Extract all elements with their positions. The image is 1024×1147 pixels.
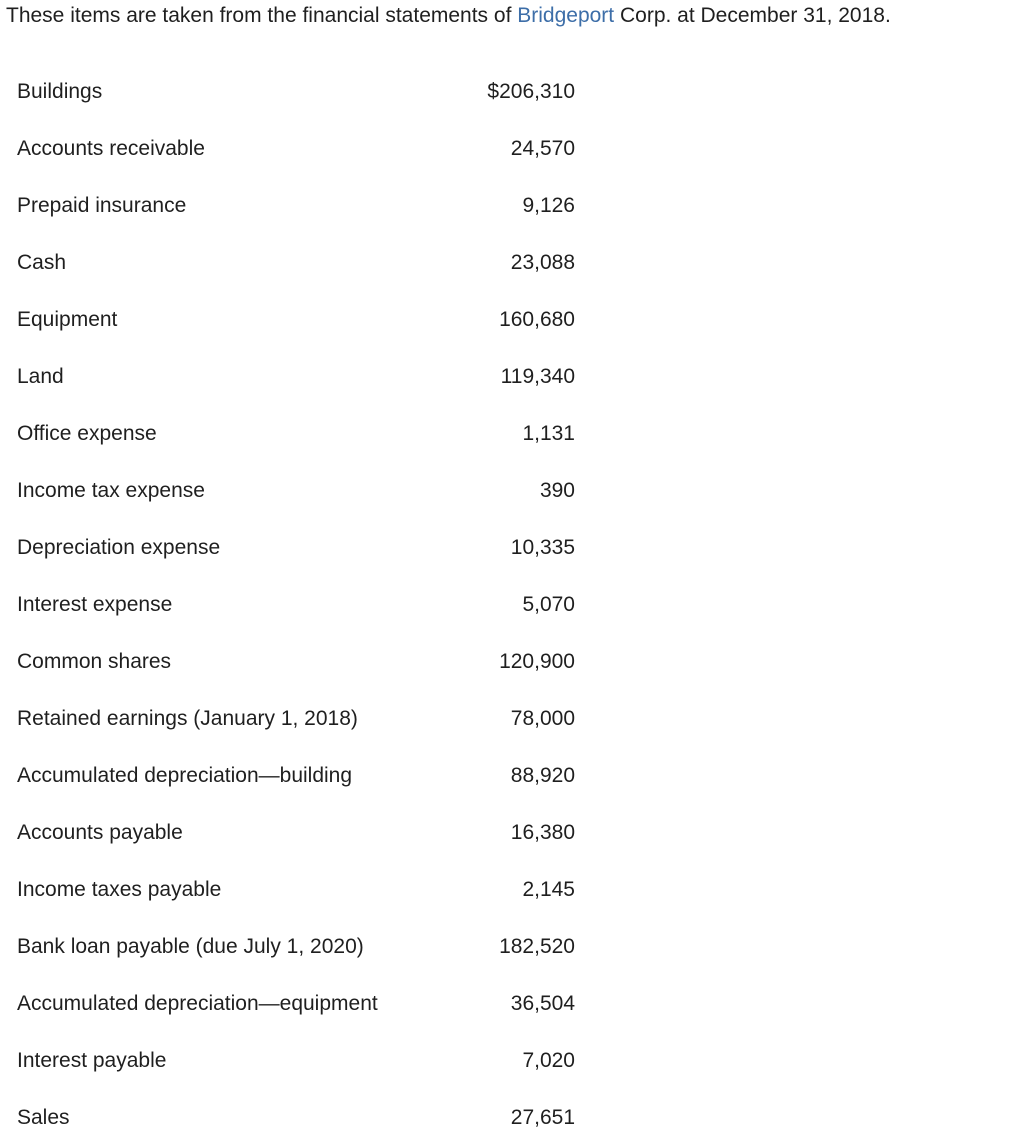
item-amount: 390: [539, 479, 575, 502]
list-item: [17, 463, 597, 520]
item-label: Income tax expense: [17, 479, 205, 502]
list-item: [17, 406, 597, 463]
list-item: [17, 520, 597, 577]
item-label: Sales: [17, 1106, 70, 1129]
list-item: [17, 121, 597, 178]
list-item: [17, 349, 597, 406]
item-amount: 1,131: [522, 422, 575, 445]
item-label: Accumulated depreciation—building: [17, 764, 353, 787]
item-amount: $206,310: [487, 80, 575, 103]
item-label: Buildings: [17, 80, 103, 103]
item-label: Interest payable: [17, 1049, 167, 1072]
list-item: [17, 976, 597, 1033]
list-item: [17, 748, 597, 805]
item-amount: 36,504: [510, 992, 575, 1015]
item-amount: 27,651: [510, 1106, 575, 1129]
list-item: [17, 64, 597, 121]
item-label: Accounts receivable: [17, 137, 205, 160]
item-label: Bank loan payable (due July 1, 2020): [17, 935, 364, 958]
item-amount: 2,145: [522, 878, 575, 901]
intro-text: [6, 2, 1018, 30]
item-label: Accumulated depreciation—equipment: [17, 992, 378, 1015]
item-amount: 88,920: [510, 764, 575, 787]
item-amount: 7,020: [522, 1049, 575, 1072]
item-label: Cash: [17, 251, 67, 274]
item-label: Office expense: [17, 422, 157, 445]
list-item: [17, 1090, 597, 1147]
item-amount: 16,380: [510, 821, 575, 844]
list-item: [17, 292, 597, 349]
list-item: [17, 634, 597, 691]
list-item: [17, 805, 597, 862]
intro-suffix: Corp. at December 31, 2018.: [619, 4, 891, 27]
item-amount: 119,340: [500, 365, 575, 388]
item-amount: 9,126: [522, 194, 575, 217]
financial-items-list: [17, 64, 597, 1147]
item-label: Depreciation expense: [17, 536, 221, 559]
item-amount: 24,570: [510, 137, 575, 160]
item-amount: 120,900: [499, 650, 575, 673]
company-name: Bridgeport: [517, 4, 615, 27]
item-label: Income taxes payable: [17, 878, 222, 901]
item-label: Prepaid insurance: [17, 194, 187, 217]
item-amount: 23,088: [510, 251, 575, 274]
intro-prefix: These items are taken from the financial statements of: [6, 4, 512, 27]
list-item: [17, 919, 597, 976]
item-label: Equipment: [17, 308, 118, 331]
list-item: [17, 862, 597, 919]
item-amount: 160,680: [499, 308, 575, 331]
item-label: Interest expense: [17, 593, 173, 616]
list-item: [17, 1033, 597, 1090]
item-label: Retained earnings (January 1, 2018): [17, 707, 358, 730]
list-item: [17, 577, 597, 634]
item-amount: 10,335: [510, 536, 575, 559]
list-item: [17, 235, 597, 292]
item-label: Land: [17, 365, 64, 388]
list-item: [17, 691, 597, 748]
list-item: [17, 178, 597, 235]
item-amount: 78,000: [510, 707, 575, 730]
item-label: Common shares: [17, 650, 172, 673]
item-label: Accounts payable: [17, 821, 183, 844]
item-amount: 5,070: [522, 593, 575, 616]
item-amount: 182,520: [499, 935, 575, 958]
